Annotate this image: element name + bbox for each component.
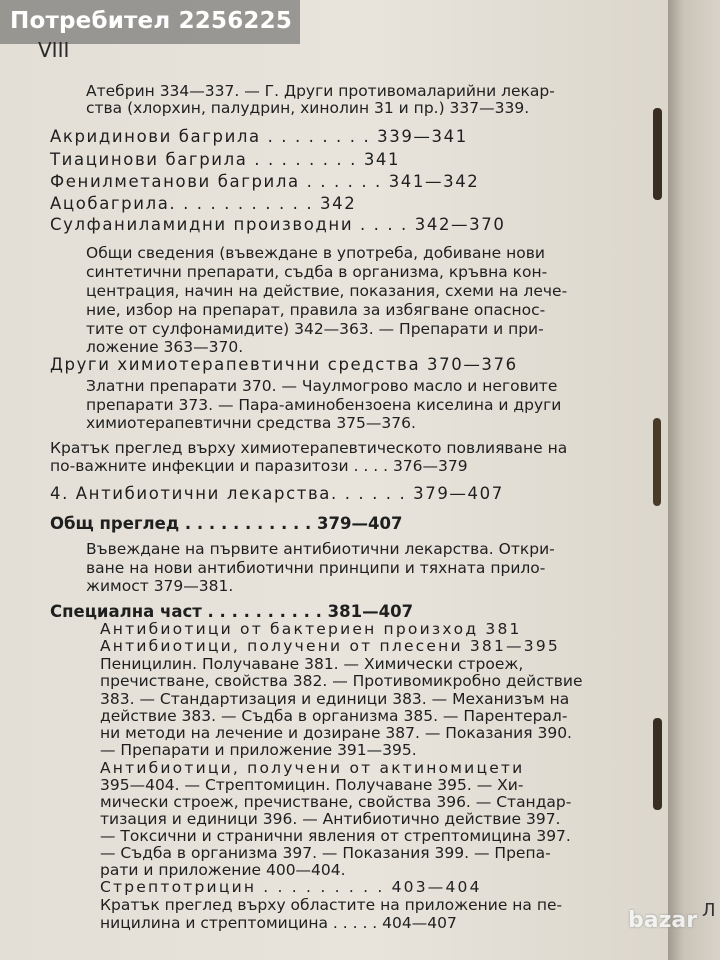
- binding-thread: [653, 418, 661, 506]
- toc-line: ние, избор на препарат, правила за избягване опаснос-: [86, 301, 546, 319]
- toc-subheading: Антибиотици, получени от плесени 381—395: [100, 637, 560, 655]
- toc-heading: Тиацинови багрила . . . . . . . . 341: [50, 150, 401, 169]
- toc-line: Кратък преглед върху областите на приложение на пе-: [100, 896, 563, 914]
- toc-line: химиотерапевтични средства 375—376.: [86, 414, 416, 432]
- watermark-text: Потребител 2256225: [10, 8, 293, 34]
- toc-line: пречистване, свойства 382. — Противомикробно действие: [100, 672, 583, 690]
- toc-line: ницилина и стрептомицина . . . . . 404—407: [100, 914, 457, 932]
- toc-heading: Сулфаниламидни производни . . . . 342—370: [50, 215, 506, 234]
- toc-heading: Ацобагрила. . . . . . . . . . . 342: [50, 194, 357, 213]
- toc-line: центрация, начин на действие, показания, схеми на лече-: [86, 282, 568, 300]
- toc-line: по-важните инфекции и паразитози . . . . 376—379: [50, 457, 468, 475]
- toc-heading: 4. Антибиотични лекарства. . . . . . 379—407: [50, 484, 504, 503]
- binding-thread: [653, 108, 662, 200]
- toc-line: синтетични препарати, съдба в организма, кръвна кон-: [86, 263, 548, 281]
- toc-line: — Съдба в организма 397. — Показания 399. — Препа-: [100, 844, 551, 862]
- toc-line: Атебрин 334—337. — Г. Други противомаларийни лекар-: [86, 82, 555, 100]
- toc-heading: Общ преглед . . . . . . . . . . . 379—407: [50, 514, 403, 533]
- toc-heading: Фенилметанови багрила . . . . . . 341—342: [50, 172, 480, 191]
- toc-line: Златни препарати 370. — Чаулмогрово масло и неговите: [86, 377, 558, 395]
- toc-line: Пеницилин. Получаване 381. — Химически строеж,: [100, 655, 524, 673]
- toc-subheading: Антибиотици, получени от актиномицети: [100, 759, 525, 777]
- toc-line: 395—404. — Стрептомицин. Получаване 395. — Хи-: [100, 776, 524, 794]
- toc-line: — Препарати и приложение 391—395.: [100, 741, 417, 759]
- toc-line: тите от сулфонамидите) 342—363. — Препарати и при-: [86, 320, 544, 338]
- book-spine: [668, 0, 720, 960]
- toc-line: 383. — Стандартизация и единици 383. — Механизъм на: [100, 690, 570, 708]
- toc-line: Кратък преглед върху химиотерапевтическото повлияване на: [50, 439, 568, 457]
- bazar-logo: bazar: [628, 908, 698, 933]
- toc-line: препарати 373. — Пара-аминобензоена киселина и други: [86, 396, 562, 414]
- edge-letter: Л: [702, 900, 716, 921]
- toc-subheading: Антибиотици от бактериен произход 381: [100, 620, 522, 638]
- toc-subheading: Стрептотрицин . . . . . . . . . 403—404: [100, 878, 482, 896]
- toc-line: жимост 379—381.: [86, 577, 234, 595]
- toc-line: Въвеждане на първите антибиотични лекарства. Откри-: [86, 540, 555, 558]
- toc-line: действие 383. — Съдба в организма 385. — Парентерал-: [100, 707, 568, 725]
- binding-thread: [653, 718, 662, 810]
- toc-line: тизация и единици 396. — Антибиотично действие 397.: [100, 810, 561, 828]
- page-number: VIII: [38, 38, 70, 62]
- toc-line: ване на нови антибиотични принципи и тяхната прило-: [86, 559, 546, 577]
- toc-line: — Токсични и странични явления от стрептомицина 397.: [100, 827, 571, 845]
- toc-heading: Други химиотерапевтични средства 370—376: [50, 355, 518, 374]
- toc-line: Общи сведения (въвеждане в употреба, добиване нови: [86, 244, 545, 262]
- toc-heading: Акридинови багрила . . . . . . . . 339—341: [50, 127, 468, 146]
- toc-line: ства (хлорхин, палудрин, хинолин 31 и пр.) 337—339.: [86, 99, 530, 117]
- toc-heading: Специална част . . . . . . . . . . 381—407: [50, 602, 414, 621]
- toc-line: рати и приложение 400—404.: [100, 861, 346, 879]
- toc-line: ни методи на лечение и дозиране 387. — Показания 390.: [100, 724, 572, 742]
- toc-line: ложение 363—370.: [86, 338, 244, 356]
- toc-line: мически строеж, пречистване, свойства 396. — Стандар-: [100, 793, 572, 811]
